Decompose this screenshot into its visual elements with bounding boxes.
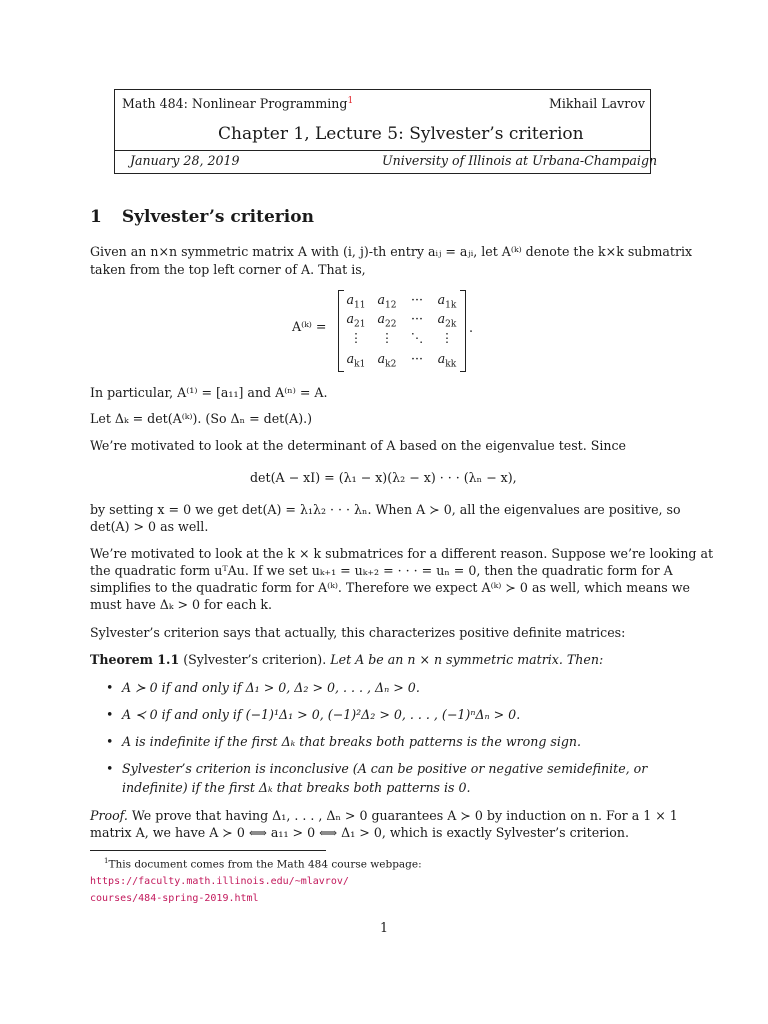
proof-label: Proof. [90,808,128,823]
matrix-cell: ⋱ [410,330,424,345]
matrix-cell: $a_{1k}$ [437,292,457,311]
section-number: 1 [90,207,102,227]
paragraph-determinant: We’re motivated to look at the determinant of A based on the eigenvalue test. Since [90,438,627,453]
footnote-url-line1[interactable]: https://faculty.math.illinois.edu/~mlavrov/ [90,875,349,887]
matrix-cell: ⋮ [380,330,394,345]
proof-text-1: We prove that having Δ₁, . . . , Δₙ > 0 guarantees A ≻ 0 by induction on n. For a 1 × 1 [131,808,678,823]
lecture-title: Chapter 1, Lecture 5: Sylvester’s criterion [218,124,584,144]
theorem-name: (Sylvester’s criterion). [183,652,327,667]
equation-eigenvalue: det(A − xI) = (λ₁ − x)(λ₂ − x) · · · (λₙ − x), [250,470,517,485]
theorem-item: • A ≻ 0 if and only if Δ₁ > 0, Δ₂ > 0, . . . , Δₙ > 0. [104,678,682,697]
matrix-cell: ··· [410,351,423,366]
matrix-cell: $a_{22}$ [377,311,397,330]
theorem-item: • Sylvester’s criterion is inconclusive (A can be positive or negative semidefinite, or indefinite) if the first Δₖ that breaks both patterns is 0. [104,759,682,797]
matrix-lhs: A⁽ᵏ⁾ = [292,319,327,334]
matrix-cell: $a_{11}$ [346,292,366,311]
theorem-heading [90,652,603,667]
matrix-period: . [469,320,474,335]
paragraph-delta-def: Let Δₖ = det(A⁽ᵏ⁾). (So Δₙ = det(A).) [90,411,313,426]
page-number: 1 [380,920,389,935]
matrix-cell: $a_{k2}$ [377,351,397,370]
matrix-cell: $a_{2k}$ [437,311,457,330]
paragraph-submatrices-line1: We’re motivated to look at the k × k submatrices for a different reason. Suppose we’re looking at [90,546,714,561]
footnote [90,853,680,907]
paragraph-intro-line1: Given an n×n symmetric matrix A with (i, j)-th entry aᵢⱼ = aⱼᵢ, let A⁽ᵏ⁾ denote the k×k submatrix [90,244,693,259]
matrix-cell: ⋮ [349,330,363,345]
paragraph-intro-line2: taken from the top left corner of A. That is, [90,262,366,277]
section-title: Sylvester’s criterion [121,207,314,227]
paragraph-particular: In particular, A⁽¹⁾ = [a₁₁] and A⁽ⁿ⁾ = A. [90,385,328,400]
paragraph-setting-line1: by setting x = 0 we get det(A) = λ₁λ₂ · · · λₙ. When A ≻ 0, all the eigenvalues are positive, so [90,502,681,517]
paragraph-setting-line2: det(A) > 0 as well. [90,519,209,534]
paragraph-criterion-intro: Sylvester’s criterion says that actually, this characterizes positive definite matrices: [90,625,626,640]
author-name: Mikhail Lavrov [549,96,645,111]
matrix-cell: $a_{12}$ [377,292,397,311]
footnote-mark: 1 [104,857,109,865]
paragraph-submatrices-line3: simplifies to the quadratic form for A⁽ᵏ⁾. Therefore we expect A⁽ᵏ⁾ ≻ 0 as well, which means we [90,580,691,595]
course-name: Math 484: Nonlinear Programming [122,96,348,112]
proof-line2: matrix A, we have A ≻ 0 ⟺ a₁₁ > 0 ⟺ Δ₁ > 0, which is exactly Sylvester’s criterion. [90,825,629,840]
lecture-date: January 28, 2019 [130,153,240,168]
paragraph-submatrices-line4: must have Δₖ > 0 for each k. [90,597,273,612]
matrix-cell: ··· [410,311,423,326]
matrix-cell: $a_{kk}$ [437,351,457,370]
matrix-cell: ··· [410,292,423,307]
submatrix-display [338,290,466,370]
institution: University of Illinois at Urbana-Champaign [382,153,658,168]
course-title [122,96,353,111]
theorem-item: • A ≺ 0 if and only if (−1)¹Δ₁ > 0, (−1)²Δ₂ > 0, . . . , (−1)ⁿΔₙ > 0. [104,705,682,724]
proof-line1 [90,808,678,823]
header-divider [114,150,651,151]
footnote-link[interactable]: 1 [347,96,354,106]
footnote-text: This document comes from the Math 484 course webpage: [108,858,422,871]
section-heading [90,207,314,227]
footnote-url-line2[interactable]: courses/484-spring-2019.html [90,892,259,904]
matrix-cell: $a_{21}$ [346,311,366,330]
theorem-item: • A is indefinite if the first Δₖ that breaks both patterns is the wrong sign. [104,732,682,751]
theorem-items [104,678,682,805]
footnote-divider [90,850,326,851]
matrix-cell: $a_{k1}$ [346,351,366,370]
matrix-cell: ⋮ [440,330,454,345]
paragraph-submatrices-line2: the quadratic form uᵀAu. If we set uₖ₊₁ = uₖ₊₂ = · · · = uₙ = 0, then the quadratic form for A [90,563,673,578]
theorem-statement: Let A be an n × n symmetric matrix. Then: [330,652,604,667]
theorem-label: Theorem 1.1 [90,652,180,667]
